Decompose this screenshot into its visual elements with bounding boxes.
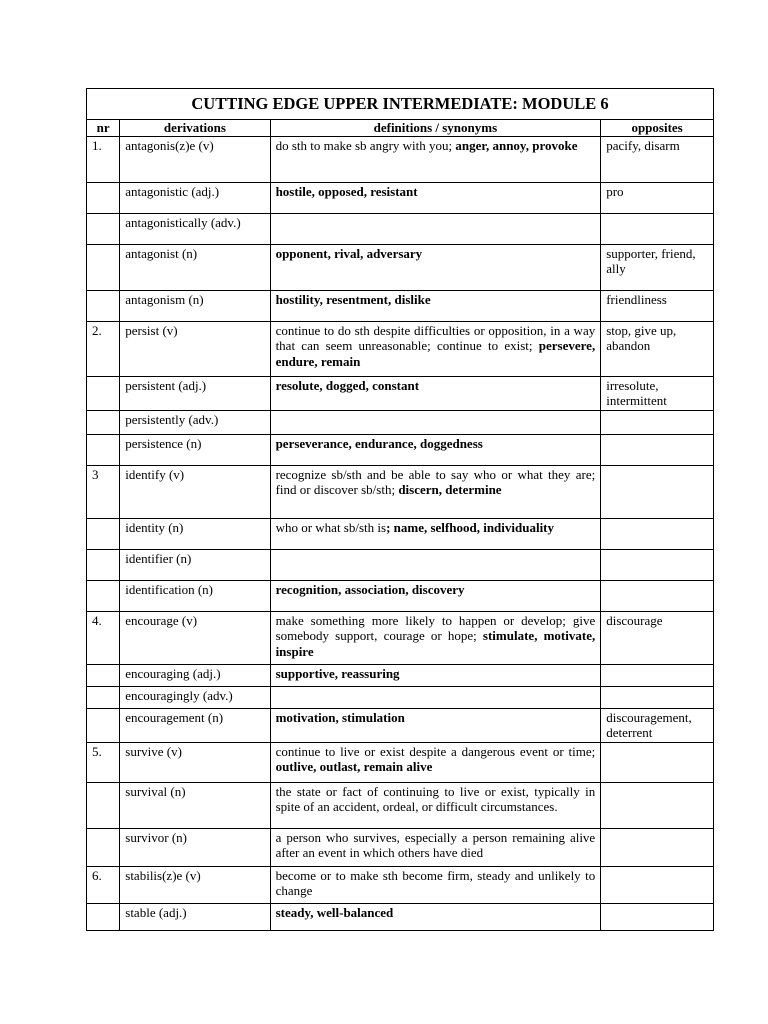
derivation-word: encourage (v) bbox=[120, 611, 270, 664]
opposites-cell bbox=[601, 410, 714, 434]
derivation-word: antagonistic (adj.) bbox=[120, 182, 270, 213]
derivation-word: identity (n) bbox=[120, 518, 270, 549]
derivation-word: encouraging (adj.) bbox=[120, 664, 270, 686]
definition-text: recognize sb/sth and be able to say who or what they are; find or discover sb/sth; bbox=[275, 466, 596, 497]
definition-cell bbox=[270, 708, 601, 742]
synonyms-text: ; name, selfhood, individuality bbox=[386, 519, 555, 535]
table-row bbox=[87, 136, 714, 182]
synonyms-text: anger, annoy, provoke bbox=[455, 137, 578, 153]
definition-text: a person who survives, especially a person remaining alive after an event in which others have died bbox=[275, 829, 596, 860]
row-number bbox=[87, 434, 120, 465]
definition-cell bbox=[270, 611, 601, 664]
derivation-word: antagonistically (adv.) bbox=[120, 213, 270, 244]
opposites-cell: irresolute, intermittent bbox=[601, 376, 714, 410]
row-number bbox=[87, 518, 120, 549]
derivation-word: identify (v) bbox=[120, 465, 270, 518]
opposites-cell bbox=[601, 465, 714, 518]
definition-cell bbox=[270, 686, 601, 708]
definition-cell bbox=[270, 290, 601, 321]
opposites-cell bbox=[601, 213, 714, 244]
opposites-cell bbox=[601, 518, 714, 549]
synonyms-text: motivation, stimulation bbox=[275, 709, 405, 725]
column-header-opposites: opposites bbox=[601, 120, 714, 137]
column-header-derivations: derivations bbox=[120, 120, 270, 137]
synonyms-text: steady, well-balanced bbox=[275, 904, 394, 920]
definition-text: continue to live or exist despite a dangerous event or time; bbox=[275, 743, 596, 759]
definition-cell bbox=[270, 866, 601, 903]
table-row bbox=[87, 580, 714, 611]
derivation-word: antagonism (n) bbox=[120, 290, 270, 321]
table-row bbox=[87, 686, 714, 708]
column-header-nr: nr bbox=[87, 120, 120, 137]
row-number bbox=[87, 376, 120, 410]
definition-cell bbox=[270, 376, 601, 410]
row-number: 3 bbox=[87, 465, 120, 518]
derivation-word: identifier (n) bbox=[120, 549, 270, 580]
opposites-cell: supporter, friend, ally bbox=[601, 244, 714, 290]
definition-cell bbox=[270, 182, 601, 213]
row-number bbox=[87, 708, 120, 742]
row-number: 1. bbox=[87, 136, 120, 182]
table-row bbox=[87, 866, 714, 903]
column-header-definitions: definitions / synonyms bbox=[270, 120, 601, 137]
opposites-cell: stop, give up, abandon bbox=[601, 321, 714, 376]
table-row bbox=[87, 434, 714, 465]
definition-cell bbox=[270, 136, 601, 182]
row-number: 6. bbox=[87, 866, 120, 903]
row-number bbox=[87, 213, 120, 244]
table-row bbox=[87, 321, 714, 376]
opposites-cell bbox=[601, 549, 714, 580]
derivation-word: identification (n) bbox=[120, 580, 270, 611]
table-row bbox=[87, 828, 714, 866]
row-number bbox=[87, 580, 120, 611]
synonyms-text: hostile, opposed, resistant bbox=[275, 183, 418, 199]
definition-cell bbox=[270, 580, 601, 611]
definition-text: continue to do sth despite difficulties or opposition, in a way that can seem unreasonable; continue to exist; bbox=[275, 322, 596, 353]
synonyms-text: supportive, reassuring bbox=[275, 665, 400, 681]
definition-cell bbox=[270, 782, 601, 828]
derivation-word: survivor (n) bbox=[120, 828, 270, 866]
definition-cell bbox=[270, 465, 601, 518]
opposites-cell: friendliness bbox=[601, 290, 714, 321]
row-number bbox=[87, 782, 120, 828]
opposites-cell bbox=[601, 828, 714, 866]
derivation-word: stable (adj.) bbox=[120, 903, 270, 930]
table-row bbox=[87, 611, 714, 664]
table-row bbox=[87, 549, 714, 580]
opposites-cell: pro bbox=[601, 182, 714, 213]
synonyms-text: outlive, outlast, remain alive bbox=[275, 759, 433, 774]
row-number: 5. bbox=[87, 742, 120, 782]
opposites-cell bbox=[601, 580, 714, 611]
derivation-word: survive (v) bbox=[120, 742, 270, 782]
table-row bbox=[87, 182, 714, 213]
opposites-cell bbox=[601, 664, 714, 686]
table-row bbox=[87, 742, 714, 782]
definition-cell bbox=[270, 518, 601, 549]
synonyms-text: discern, determine bbox=[398, 482, 502, 497]
row-number bbox=[87, 686, 120, 708]
opposites-cell: pacify, disarm bbox=[601, 136, 714, 182]
row-number bbox=[87, 410, 120, 434]
definition-text: do sth to make sb angry with you; bbox=[275, 137, 456, 153]
derivation-word: persist (v) bbox=[120, 321, 270, 376]
row-number bbox=[87, 903, 120, 930]
opposites-cell bbox=[601, 903, 714, 930]
derivation-word: persistent (adj.) bbox=[120, 376, 270, 410]
derivation-word: stabilis(z)e (v) bbox=[120, 866, 270, 903]
row-number bbox=[87, 244, 120, 290]
synonyms-text: opponent, rival, adversary bbox=[275, 245, 423, 261]
definition-cell bbox=[270, 664, 601, 686]
opposites-cell bbox=[601, 434, 714, 465]
derivation-word: persistently (adv.) bbox=[120, 410, 270, 434]
definition-cell bbox=[270, 742, 601, 782]
definition-cell bbox=[270, 244, 601, 290]
definition-cell bbox=[270, 410, 601, 434]
definition-cell bbox=[270, 434, 601, 465]
synonyms-text: recognition, association, discovery bbox=[275, 581, 465, 597]
derivation-word: antagonis(z)e (v) bbox=[120, 136, 270, 182]
row-number: 2. bbox=[87, 321, 120, 376]
opposites-cell bbox=[601, 782, 714, 828]
table-row bbox=[87, 518, 714, 549]
row-number bbox=[87, 549, 120, 580]
opposites-cell bbox=[601, 866, 714, 903]
table-row bbox=[87, 410, 714, 434]
table-row bbox=[87, 244, 714, 290]
opposites-cell: discourage bbox=[601, 611, 714, 664]
definition-cell bbox=[270, 828, 601, 866]
table-row bbox=[87, 903, 714, 930]
derivation-word: antagonist (n) bbox=[120, 244, 270, 290]
row-number bbox=[87, 290, 120, 321]
row-number bbox=[87, 182, 120, 213]
opposites-cell: discouragement, deterrent bbox=[601, 708, 714, 742]
definition-text: become or to make sth become firm, steady and unlikely to change bbox=[275, 867, 596, 898]
synonyms-text: resolute, dogged, constant bbox=[275, 377, 420, 393]
definition-text: who or what sb/sth is bbox=[275, 519, 387, 535]
row-number bbox=[87, 828, 120, 866]
opposites-cell bbox=[601, 742, 714, 782]
derivation-word: encouragement (n) bbox=[120, 708, 270, 742]
synonyms-text: perseverance, endurance, doggedness bbox=[275, 435, 483, 451]
table-row bbox=[87, 664, 714, 686]
row-number bbox=[87, 664, 120, 686]
document-title: CUTTING EDGE UPPER INTERMEDIATE: MODULE 6 bbox=[87, 89, 714, 120]
derivation-word: persistence (n) bbox=[120, 434, 270, 465]
table-row bbox=[87, 708, 714, 742]
table-row bbox=[87, 465, 714, 518]
definition-cell bbox=[270, 903, 601, 930]
row-number: 4. bbox=[87, 611, 120, 664]
vocabulary-table bbox=[86, 88, 714, 931]
table-row bbox=[87, 782, 714, 828]
definition-cell bbox=[270, 213, 601, 244]
definition-text: the state or fact of continuing to live or exist, typically in spite of an accident, ordeal, or difficult circumstances. bbox=[275, 783, 596, 814]
derivation-word: survival (n) bbox=[120, 782, 270, 828]
table-row bbox=[87, 213, 714, 244]
synonyms-text: persevere, endure, remain bbox=[275, 338, 596, 369]
definition-cell bbox=[270, 321, 601, 376]
definition-cell bbox=[270, 549, 601, 580]
definition-text: make something more likely to happen or develop; give somebody support, courage or hope; bbox=[275, 612, 596, 643]
synonyms-text: hostility, resentment, dislike bbox=[275, 291, 431, 307]
opposites-cell bbox=[601, 686, 714, 708]
table-row bbox=[87, 290, 714, 321]
synonyms-text: stimulate, motivate, inspire bbox=[275, 628, 596, 659]
derivation-word: encouragingly (adv.) bbox=[120, 686, 270, 708]
vocabulary-rows bbox=[87, 136, 714, 930]
table-row bbox=[87, 376, 714, 410]
